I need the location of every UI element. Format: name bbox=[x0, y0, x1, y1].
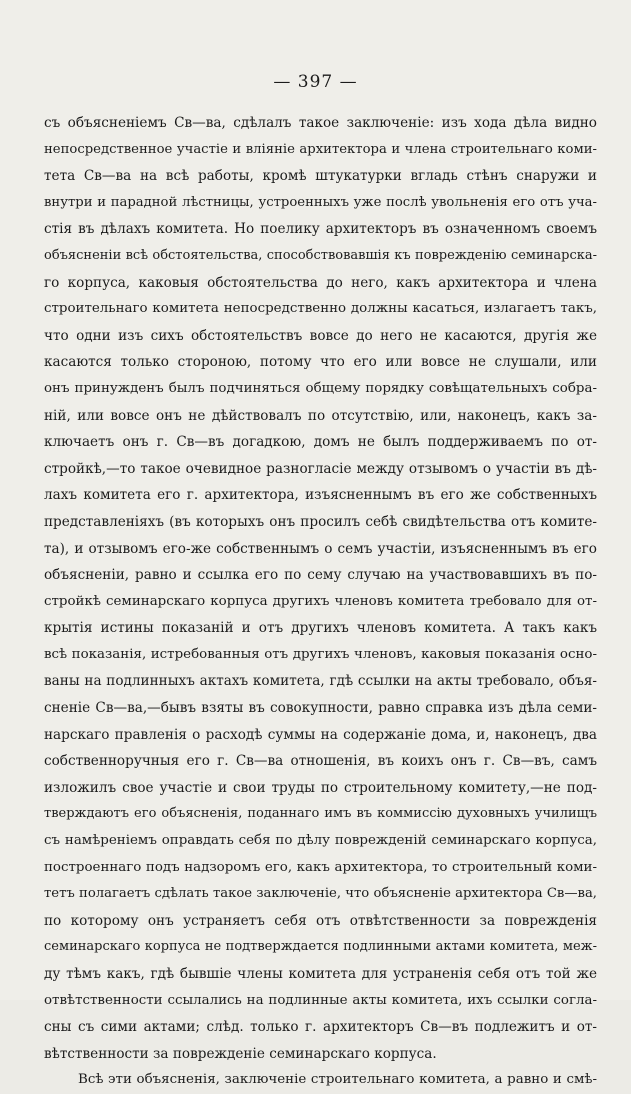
text-line: внутри и парадной лѣстницы, устроенныхъ уже послѣ увольненія его отъ уча- bbox=[44, 194, 597, 210]
text-line: го корпуса, каковыя обстоятельства до него, какъ архитектора и члена bbox=[44, 274, 597, 291]
text-line: ній, или вовсе онъ не дѣйствовалъ по отсутствію, или, наконецъ, какъ за- bbox=[44, 407, 597, 424]
text-line: сненіе Св—ва,—бывъ взяты въ совокупности, равно справка изъ дѣла семи- bbox=[44, 700, 597, 717]
body-text bbox=[44, 110, 597, 1094]
text-line: всѣ показанія, истребованныя отъ другихъ членовъ, каковыя показанія осно- bbox=[44, 646, 597, 662]
text-line: съ намѣреніемъ оправдать себя по дѣлу поврежденій семинарскаго корпуса, bbox=[44, 833, 597, 849]
text-line: тетъ полагаетъ сдѣлать такое заключеніе, что объясненіе архитектора Св—ва, bbox=[44, 886, 597, 902]
text-line: собственноручныя его г. Св—ва отношенія, въ коихъ онъ г. Св—въ, самъ bbox=[44, 753, 597, 770]
text-line: представленіяхъ (въ которыхъ онъ просилъ себѣ свидѣтельства отъ комите- bbox=[44, 513, 597, 530]
text-line: та), и отзывомъ его-же собственнымъ о семъ участіи, изъясненнымъ въ его bbox=[44, 540, 597, 557]
paragraph-end-line: вѣтственности за поврежденіе семинарскаго корпуса. bbox=[44, 1045, 437, 1062]
text-line: стія въ дѣлахъ комитета. Но поелику архитекторъ въ означенномъ своемъ bbox=[44, 221, 597, 238]
text-line: семинарскаго корпуса не подтверждается подлинными актами комитета, меж- bbox=[44, 939, 597, 955]
text-line: что одни изъ сихъ обстоятельствъ вовсе до него не касаются, другія же bbox=[44, 327, 597, 344]
text-line: ваны на подлинныхъ актахъ комитета, гдѣ ссылки на акты требовало, объя- bbox=[44, 673, 597, 690]
text-line: тверждаютъ его объясненія, поданнаго имъ въ коммиссію духовныхъ училищъ bbox=[44, 806, 597, 822]
text-line: крытія истины показаній и отъ другихъ членовъ комитета. А такъ какъ bbox=[44, 620, 597, 637]
text-line: стройкѣ семинарскаго корпуса другихъ членовъ комитета требовало для от- bbox=[44, 593, 597, 609]
text-line: нарскаго правленія о расходѣ суммы на содержаніе дома, и, наконецъ, два bbox=[44, 726, 597, 743]
text-line: ду тѣмъ какъ, гдѣ бывшіе члены комитета для устраненія себя отъ той же bbox=[44, 966, 597, 982]
text-line: отвѣтственности ссылались на подлинные акты комитета, ихъ ссылки согла- bbox=[44, 992, 597, 1008]
text-line: объясненіи, равно и ссылка его по сему случаю на участвовавшихъ въ по- bbox=[44, 567, 597, 584]
text-line: стройкѣ,—то такое очевидное разногласіе между отзывомъ о участіи въ дѣ- bbox=[44, 460, 597, 477]
page-number: — 397 — bbox=[273, 72, 358, 92]
text-line: построеннаго подъ надзоромъ его, какъ архитектора, то строительный коми- bbox=[44, 859, 597, 875]
text-line: тета Св—ва на всѣ работы, кромѣ штукатурки вгладь стѣнъ снаружи и bbox=[44, 168, 597, 185]
paragraph-start-line: Всѣ эти объясненія, заключеніе строительнаго комитета, а равно и смѣ- bbox=[78, 1072, 597, 1088]
text-line: съ объясненіемъ Св—ва, сдѣлалъ такое заключеніе: изъ хода дѣла видно bbox=[44, 115, 597, 131]
text-line: по которому онъ устраняетъ себя отъ отвѣтственности за поврежденія bbox=[44, 912, 597, 929]
text-line: лахъ комитета его г. архитектора, изъясненнымъ въ его же собственныхъ bbox=[44, 487, 597, 504]
text-line: изложилъ свое участіе и свои труды по строительному комитету,—не под- bbox=[44, 779, 597, 796]
text-line: строительнаго комитета непосредственно должны касаться, излагаетъ такъ, bbox=[44, 301, 597, 317]
text-line: сны съ сими актами; слѣд. только г. архитекторъ Св—въ подлежитъ и от- bbox=[44, 1019, 597, 1036]
text-line: объясненіи всѣ обстоятельства, способствовавшія къ поврежденію семинарска- bbox=[44, 247, 597, 263]
text-line: онъ принужденъ былъ подчиняться общему порядку совѣщательныхъ собра- bbox=[44, 380, 597, 396]
text-line: непосредственное участіе и вліяніе архитектора и члена строительнаго коми- bbox=[44, 141, 597, 157]
text-line: касаются только стороною, потому что его или вовсе не слушали, или bbox=[44, 354, 597, 371]
text-line: ключаетъ онъ г. Св—въ догадкою, домъ не былъ поддерживаемъ по от- bbox=[44, 434, 597, 451]
